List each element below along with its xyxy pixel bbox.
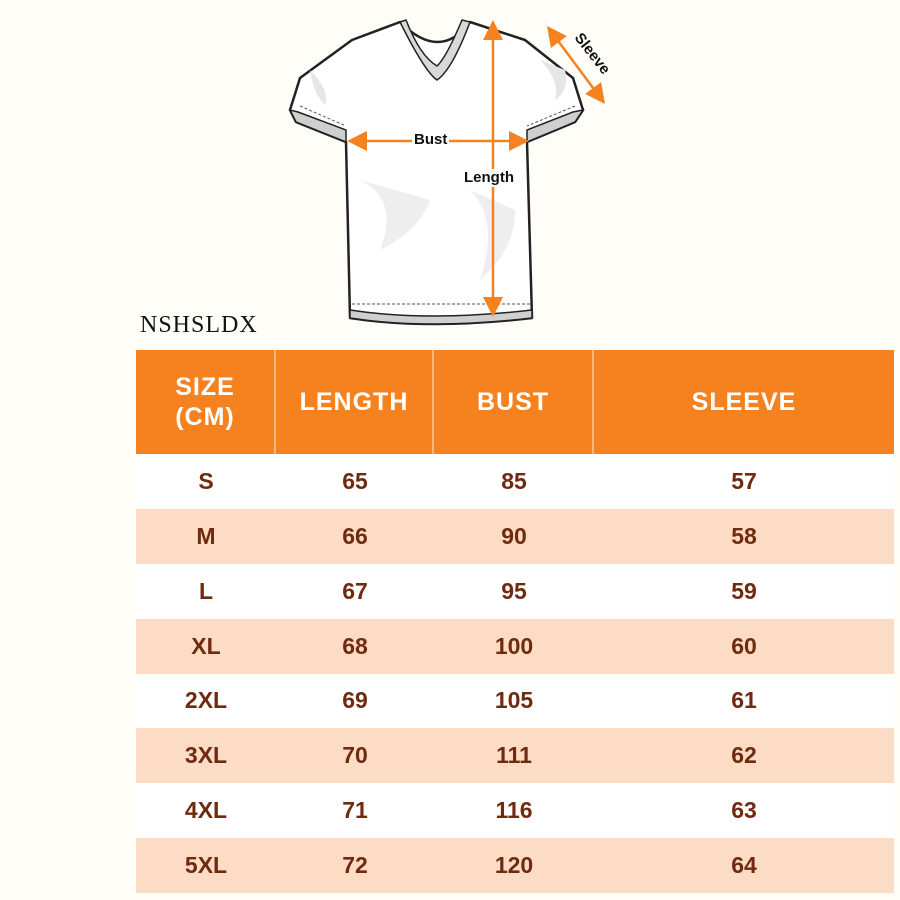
sleeve-cell: 57: [731, 467, 757, 494]
size-header-line2: (CM): [175, 403, 235, 431]
brand-name: NSHSLDX: [140, 312, 258, 338]
bust-column-header: BUST: [434, 350, 594, 454]
table-row: [136, 728, 894, 783]
size-cell: 3XL: [184, 742, 228, 769]
sleeve-column-header: SLEEVE: [691, 388, 797, 416]
bust-cell: 105: [494, 687, 534, 714]
sleeve-cell: 63: [731, 797, 757, 824]
table-body: [136, 454, 894, 893]
length-cell: 65: [342, 467, 368, 494]
size-cell: XL: [191, 632, 221, 659]
sleeve-cell: 59: [731, 577, 757, 604]
sleeve-label: Sleeve: [570, 29, 614, 78]
size-chart-table: [136, 350, 894, 893]
table-row: [136, 674, 894, 729]
size-cell: 5XL: [184, 852, 228, 879]
sleeve-cell: 61: [731, 687, 757, 714]
length-cell: 69: [342, 687, 368, 714]
tshirt-illustration: [0, 0, 900, 345]
bust-cell: 90: [501, 522, 527, 549]
sleeve-cell: 60: [731, 632, 757, 659]
table-row: [136, 509, 894, 564]
bust-label: Bust: [414, 131, 448, 148]
bust-cell: 111: [496, 742, 532, 769]
size-cell: S: [198, 467, 214, 494]
bust-cell: 95: [501, 577, 527, 604]
tshirt-diagram: [0, 0, 900, 345]
table-row: [136, 619, 894, 674]
table-row: [136, 564, 894, 619]
size-cell: M: [196, 522, 216, 549]
table-row: [136, 454, 894, 509]
length-cell: 71: [342, 797, 368, 824]
table-row: [136, 838, 894, 893]
size-cell: L: [198, 577, 214, 604]
bust-cell: 100: [494, 632, 534, 659]
sleeve-cell: 64: [731, 852, 757, 879]
length-cell: 70: [342, 742, 368, 769]
sleeve-cell: 58: [731, 522, 757, 549]
sleeve-cell: 62: [731, 742, 757, 769]
size-cell: 2XL: [184, 687, 228, 714]
size-cell: 4XL: [184, 797, 228, 824]
length-cell: 68: [342, 632, 368, 659]
length-column-header: LENGTH: [276, 350, 434, 454]
table-header-row: [136, 350, 894, 454]
bust-cell: 85: [501, 467, 527, 494]
size-column-header: [136, 350, 276, 454]
length-cell: 66: [342, 522, 368, 549]
length-cell: 67: [342, 577, 368, 604]
bust-cell: 116: [495, 797, 533, 824]
length-cell: 72: [342, 852, 368, 879]
length-label: Length: [464, 169, 514, 186]
bust-cell: 120: [494, 852, 534, 879]
table-row: [136, 783, 894, 838]
size-header-line1: SIZE: [175, 373, 235, 401]
